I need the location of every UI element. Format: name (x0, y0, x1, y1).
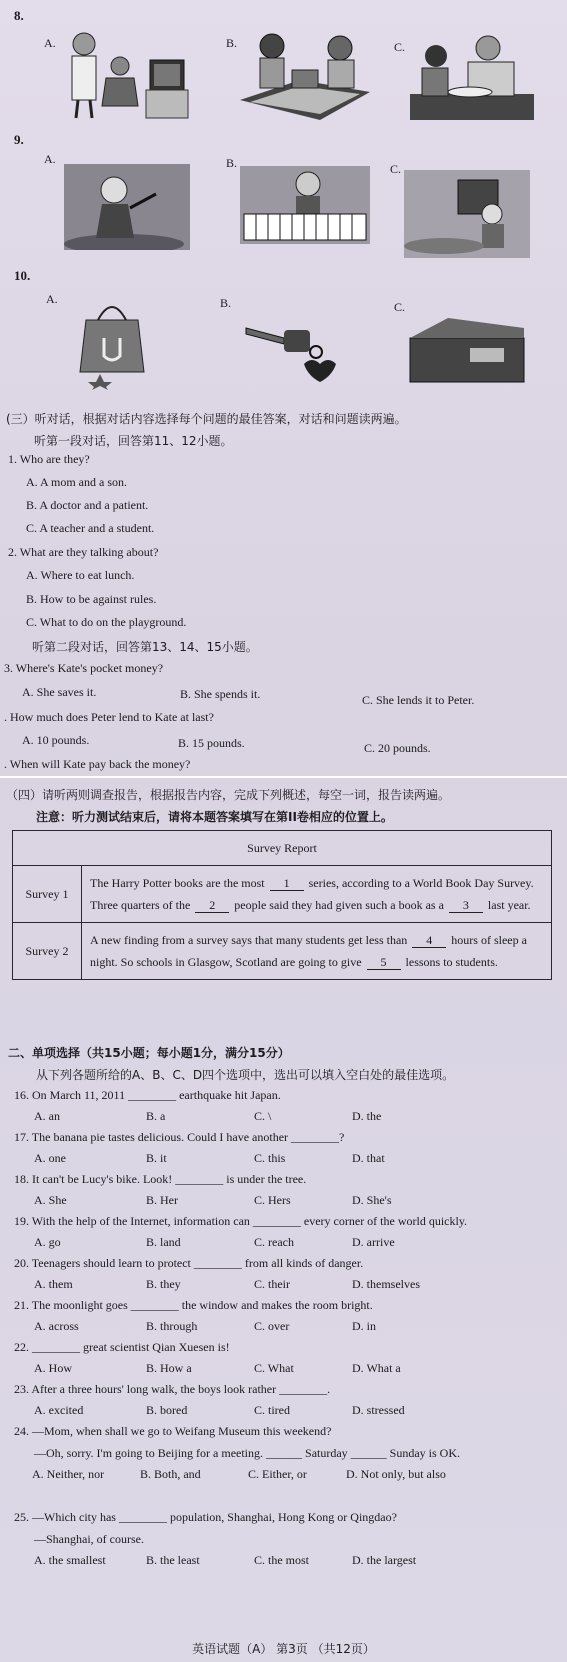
survey2-text-part3: lessons to students. (405, 955, 498, 969)
survey1-text-part4: last year. (487, 898, 531, 912)
survey-table-title: Survey Report (13, 831, 552, 866)
question-stem: 21. The moonlight goes ________ the window and makes the room bright. (14, 1298, 373, 1312)
question-stem-continued: —Oh, sorry. I'm going to Beijing for a meeting. ______ Saturday ______ Sunday is OK. (34, 1446, 461, 1460)
blank-4: 4 (412, 933, 446, 948)
answer-option: A. the smallest (34, 1553, 106, 1567)
answer-option: A. How (34, 1361, 72, 1375)
blank-3: 3 (449, 898, 483, 913)
q12-stem: 2. What are they talking about? (8, 545, 159, 559)
answer-option: D. stressed (352, 1403, 405, 1417)
answer-option: C. the most (254, 1553, 310, 1567)
answer-option: B. How a (146, 1361, 192, 1375)
blank-5: 5 (367, 955, 401, 970)
section4-note: 注意：听力测试结束后，请将本题答案填写在第II卷相应的位置上。 (36, 810, 393, 824)
survey1-text-part3: people said they had given such a book as a (234, 898, 444, 912)
answer-option: B. Her (146, 1193, 178, 1207)
answer-option: B. it (146, 1151, 167, 1165)
q12-option-b: B. How to be against rules. (26, 592, 157, 606)
q9-option-b: B. (226, 156, 238, 170)
answer-option: B. the least (146, 1553, 200, 1567)
answer-option: B. bored (146, 1403, 188, 1417)
answer-option: A. them (34, 1277, 73, 1291)
answer-option: B. they (146, 1277, 181, 1291)
question-stem: 17. The banana pie tastes delicious. Could I have another ________? (14, 1130, 345, 1144)
part2-instruction: 从下列各题所给的A、B、C、D四个选项中，选出可以填入空白处的最佳选项。 (36, 1068, 455, 1082)
answer-option: D. Not only, but also (346, 1467, 446, 1481)
q8-picture-c-restaurant (410, 34, 535, 122)
q8-option-c: C. (394, 40, 406, 54)
survey2-text (82, 923, 552, 980)
q13-option-a: A. She saves it. (22, 685, 97, 699)
answer-option: B. Both, and (140, 1467, 201, 1481)
question-stem: 22. ________ great scientist Qian Xuesen is! (14, 1340, 230, 1354)
answer-option: D. the largest (352, 1553, 417, 1567)
answer-option: C. Either, or (248, 1467, 307, 1481)
q10-option-a: A. (46, 292, 58, 306)
q10-option-b: B. (220, 296, 232, 310)
answer-option: D. What a (352, 1361, 401, 1375)
answer-option: A. Neither, nor (32, 1467, 105, 1481)
answer-option: A. one (34, 1151, 66, 1165)
question-9-number: 9. (14, 132, 24, 147)
q9-picture-a-violin-girl (64, 164, 190, 250)
answer-option: D. She's (352, 1193, 392, 1207)
answer-option: A. excited (34, 1403, 84, 1417)
dialog1-instruction: 听第一段对话，回答第11、12小题。 (34, 434, 233, 448)
q9-picture-b-piano-girl (240, 166, 370, 244)
q9-option-c: C. (390, 162, 402, 176)
part2-heading: 二、单项选择（共15小题；每小题1分，满分15分） (8, 1046, 290, 1060)
answer-option: A. an (34, 1109, 60, 1123)
dialog2-instruction: 听第二段对话，回答第13、14、15小题。 (32, 640, 258, 654)
q8-option-b: B. (226, 36, 238, 50)
answer-option: B. land (146, 1235, 181, 1249)
q11-stem: 1. Who are they? (8, 452, 90, 466)
q12-option-a: A. Where to eat lunch. (26, 568, 135, 582)
answer-option: B. through (146, 1319, 198, 1333)
q15-stem: . When will Kate pay back the money? (4, 757, 191, 771)
q9-option-a: A. (44, 152, 56, 166)
q13-option-b: B. She spends it. (180, 687, 261, 701)
q9-picture-c-painting-boy (404, 170, 530, 258)
answer-option: C. reach (254, 1235, 294, 1249)
survey2-text-part2: hours of sleep a night. So schools in Glasgow, Scotland are going to give (90, 933, 527, 969)
survey1-text (82, 866, 552, 923)
page-footer: 英语试题（A） 第3页 （共12页） (192, 1642, 375, 1656)
q13-option-c: C. She lends it to Peter. (362, 693, 475, 707)
question-stem-continued: —Shanghai, of course. (34, 1532, 144, 1546)
question-stem: 25. —Which city has ________ population, Shanghai, Hong Kong or Qingdao? (14, 1510, 397, 1524)
q11-option-c: C. A teacher and a student. (26, 521, 155, 535)
q12-option-c: C. What to do on the playground. (26, 615, 187, 629)
q14-option-a: A. 10 pounds. (22, 733, 90, 747)
answer-option: D. that (352, 1151, 385, 1165)
question-stem: 20. Teenagers should learn to protect ________ from all kinds of danger. (14, 1256, 364, 1270)
q10-option-c: C. (394, 300, 406, 314)
answer-option: C. their (254, 1277, 290, 1291)
answer-option: D. the (352, 1109, 382, 1123)
survey2-label: Survey 2 (13, 923, 82, 980)
q10-picture-b-key (244, 316, 340, 384)
question-stem: 18. It can't be Lucy's bike. Look! ________ is under the tree. (14, 1172, 307, 1186)
q11-option-b: B. A doctor and a patient. (26, 498, 149, 512)
answer-option: C. tired (254, 1403, 290, 1417)
answer-option: A. go (34, 1235, 61, 1249)
answer-option: D. themselves (352, 1277, 420, 1291)
q8-option-a: A. (44, 36, 56, 50)
scan-divider (0, 776, 567, 778)
answer-option: D. arrive (352, 1235, 395, 1249)
question-10-number: 10. (14, 268, 31, 283)
answer-option: D. in (352, 1319, 376, 1333)
answer-option: C. What (254, 1361, 294, 1375)
survey-report-table (12, 830, 552, 980)
answer-option: C. \ (254, 1109, 272, 1123)
answer-option: C. this (254, 1151, 286, 1165)
answer-option: A. across (34, 1319, 79, 1333)
question-8-number: 8. (14, 8, 24, 23)
question-stem: 24. —Mom, when shall we go to Weifang Museum this weekend? (14, 1424, 332, 1438)
question-stem: 19. With the help of the Internet, information can ________ every corner of the world quickly. (14, 1214, 468, 1228)
q8-picture-b-picnic (240, 30, 370, 120)
q14-option-b: B. 15 pounds. (178, 736, 245, 750)
q14-stem: . How much does Peter lend to Kate at last? (4, 710, 214, 724)
answer-option: C. Hers (254, 1193, 291, 1207)
answer-option: B. a (146, 1109, 166, 1123)
section4-heading: （四）请听两则调查报告，根据报告内容，完成下列概述，每空一词，报告读两遍。 (6, 788, 451, 802)
survey1-text-part2: series, according to a World Book Day Survey. Three quarters of the (90, 876, 534, 912)
question-stem: 23. After a three hours' long walk, the boys look rather ________. (14, 1382, 331, 1396)
survey1-text-part1: The Harry Potter books are the most (90, 876, 265, 890)
survey1-label: Survey 1 (13, 866, 82, 923)
blank-1: 1 (270, 876, 304, 891)
q10-picture-a-shopping-bag (76, 290, 148, 390)
q14-option-c: C. 20 pounds. (364, 741, 431, 755)
blank-2: 2 (195, 898, 229, 913)
q8-picture-a-family-tv (62, 28, 192, 120)
section3-heading: (三）听对话，根据对话内容选择每个问题的最佳答案，对话和问题读两遍。 (6, 412, 407, 426)
question-stem: 16. On March 11, 2011 ________ earthquake hit Japan. (14, 1088, 281, 1102)
q10-picture-c-wallet (408, 314, 528, 384)
survey2-text-part1: A new finding from a survey says that many students get less than (90, 933, 408, 947)
q11-option-a: A. A mom and a son. (26, 475, 127, 489)
answer-option: C. over (254, 1319, 290, 1333)
q13-stem: 3. Where's Kate's pocket money? (4, 661, 164, 675)
answer-option: A. She (34, 1193, 67, 1207)
